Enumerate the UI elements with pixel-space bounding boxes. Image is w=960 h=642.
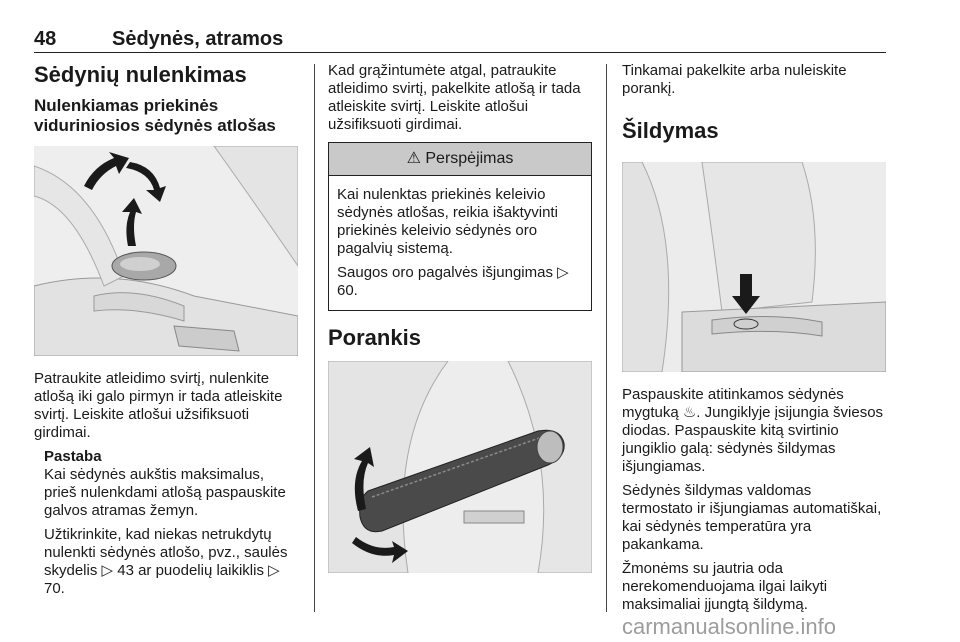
subsection-heading: Nulenkiamas priekinės viduriniosios sėdynės atlošas (34, 96, 276, 135)
warning-text: Kai nulenktas priekinės keleivio sėdynės atlošas, reikia išaktyvinti priekinės keleivio sėdynės oro pagalvių sistemą. (337, 186, 558, 257)
note-box (44, 448, 300, 598)
note-text: Kai sėdynės aukštis maksimalus, prieš nulenkdami atlošą paspauskite galvos atramas žemyn. (44, 466, 286, 519)
warning-icon: ⚠ (406, 150, 421, 167)
warning-title: Perspėjimas (425, 150, 514, 167)
warning-text: Saugos oro pagalvės išjungimas ▷ 60. (337, 264, 569, 299)
body-text: Kad grąžintumėte atgal, patraukite atleidimo svirtį, pakelkite atlošą ir tada atleiskite svirtį. Leiskite atlošui užsifiksuoti girdimai. (328, 62, 581, 133)
body-text: Žmonėms su jautria oda nerekomenduojama ilgai laikyti maksimaliai įjungtą šildymą. (622, 560, 828, 613)
page-number: 48 (34, 28, 57, 50)
seat-release-illustration (34, 146, 298, 356)
note-title: Pastaba (44, 448, 102, 465)
body-text: Sėdynės šildymas valdomas termostato ir išjungiamas automatiškai, kai sėdynės temperatūra yra pakankama. (622, 482, 882, 553)
seat-heating-illustration (622, 162, 886, 372)
note-text: Užtikrinkite, kad niekas netrukdytų nulenkti sėdynės atlošo, pvz., saulės skydelis ▷ 43 ar puodelių laikiklis ▷ 70. (44, 526, 288, 597)
page-header (34, 28, 886, 53)
column-divider (314, 64, 315, 612)
column-middle (328, 62, 592, 573)
body-text: Paspauskite atitinkamos sėdynės mygtuką ♨. Jungiklyje įsijungia šviesos diodas. Paspauskite kitą svirtinio jungiklio galą: sėdynės šildymas išjungiamas. (622, 386, 884, 475)
section-heading: Porankis (328, 325, 421, 350)
column-left (34, 62, 300, 604)
column-divider (606, 64, 607, 612)
page-title: Sėdynės, atramos (112, 28, 284, 50)
warning-header (329, 143, 591, 176)
section-heading: Šildymas (622, 118, 719, 143)
column-right (622, 62, 886, 620)
section-heading: Sėdynių nulenkimas (34, 62, 247, 87)
body-text: Tinkamai pakelkite arba nuleiskite porankį. (622, 62, 847, 97)
armrest-illustration (328, 361, 592, 573)
warning-box (328, 142, 592, 311)
body-text: Patraukite atleidimo svirtį, nulenkite atlošą iki galo pirmyn ir tada atleiskite svirtį. Leiskite atlošui užsifiksuoti girdimai. (34, 370, 283, 441)
watermark: carmanualsonline.info (622, 614, 837, 639)
